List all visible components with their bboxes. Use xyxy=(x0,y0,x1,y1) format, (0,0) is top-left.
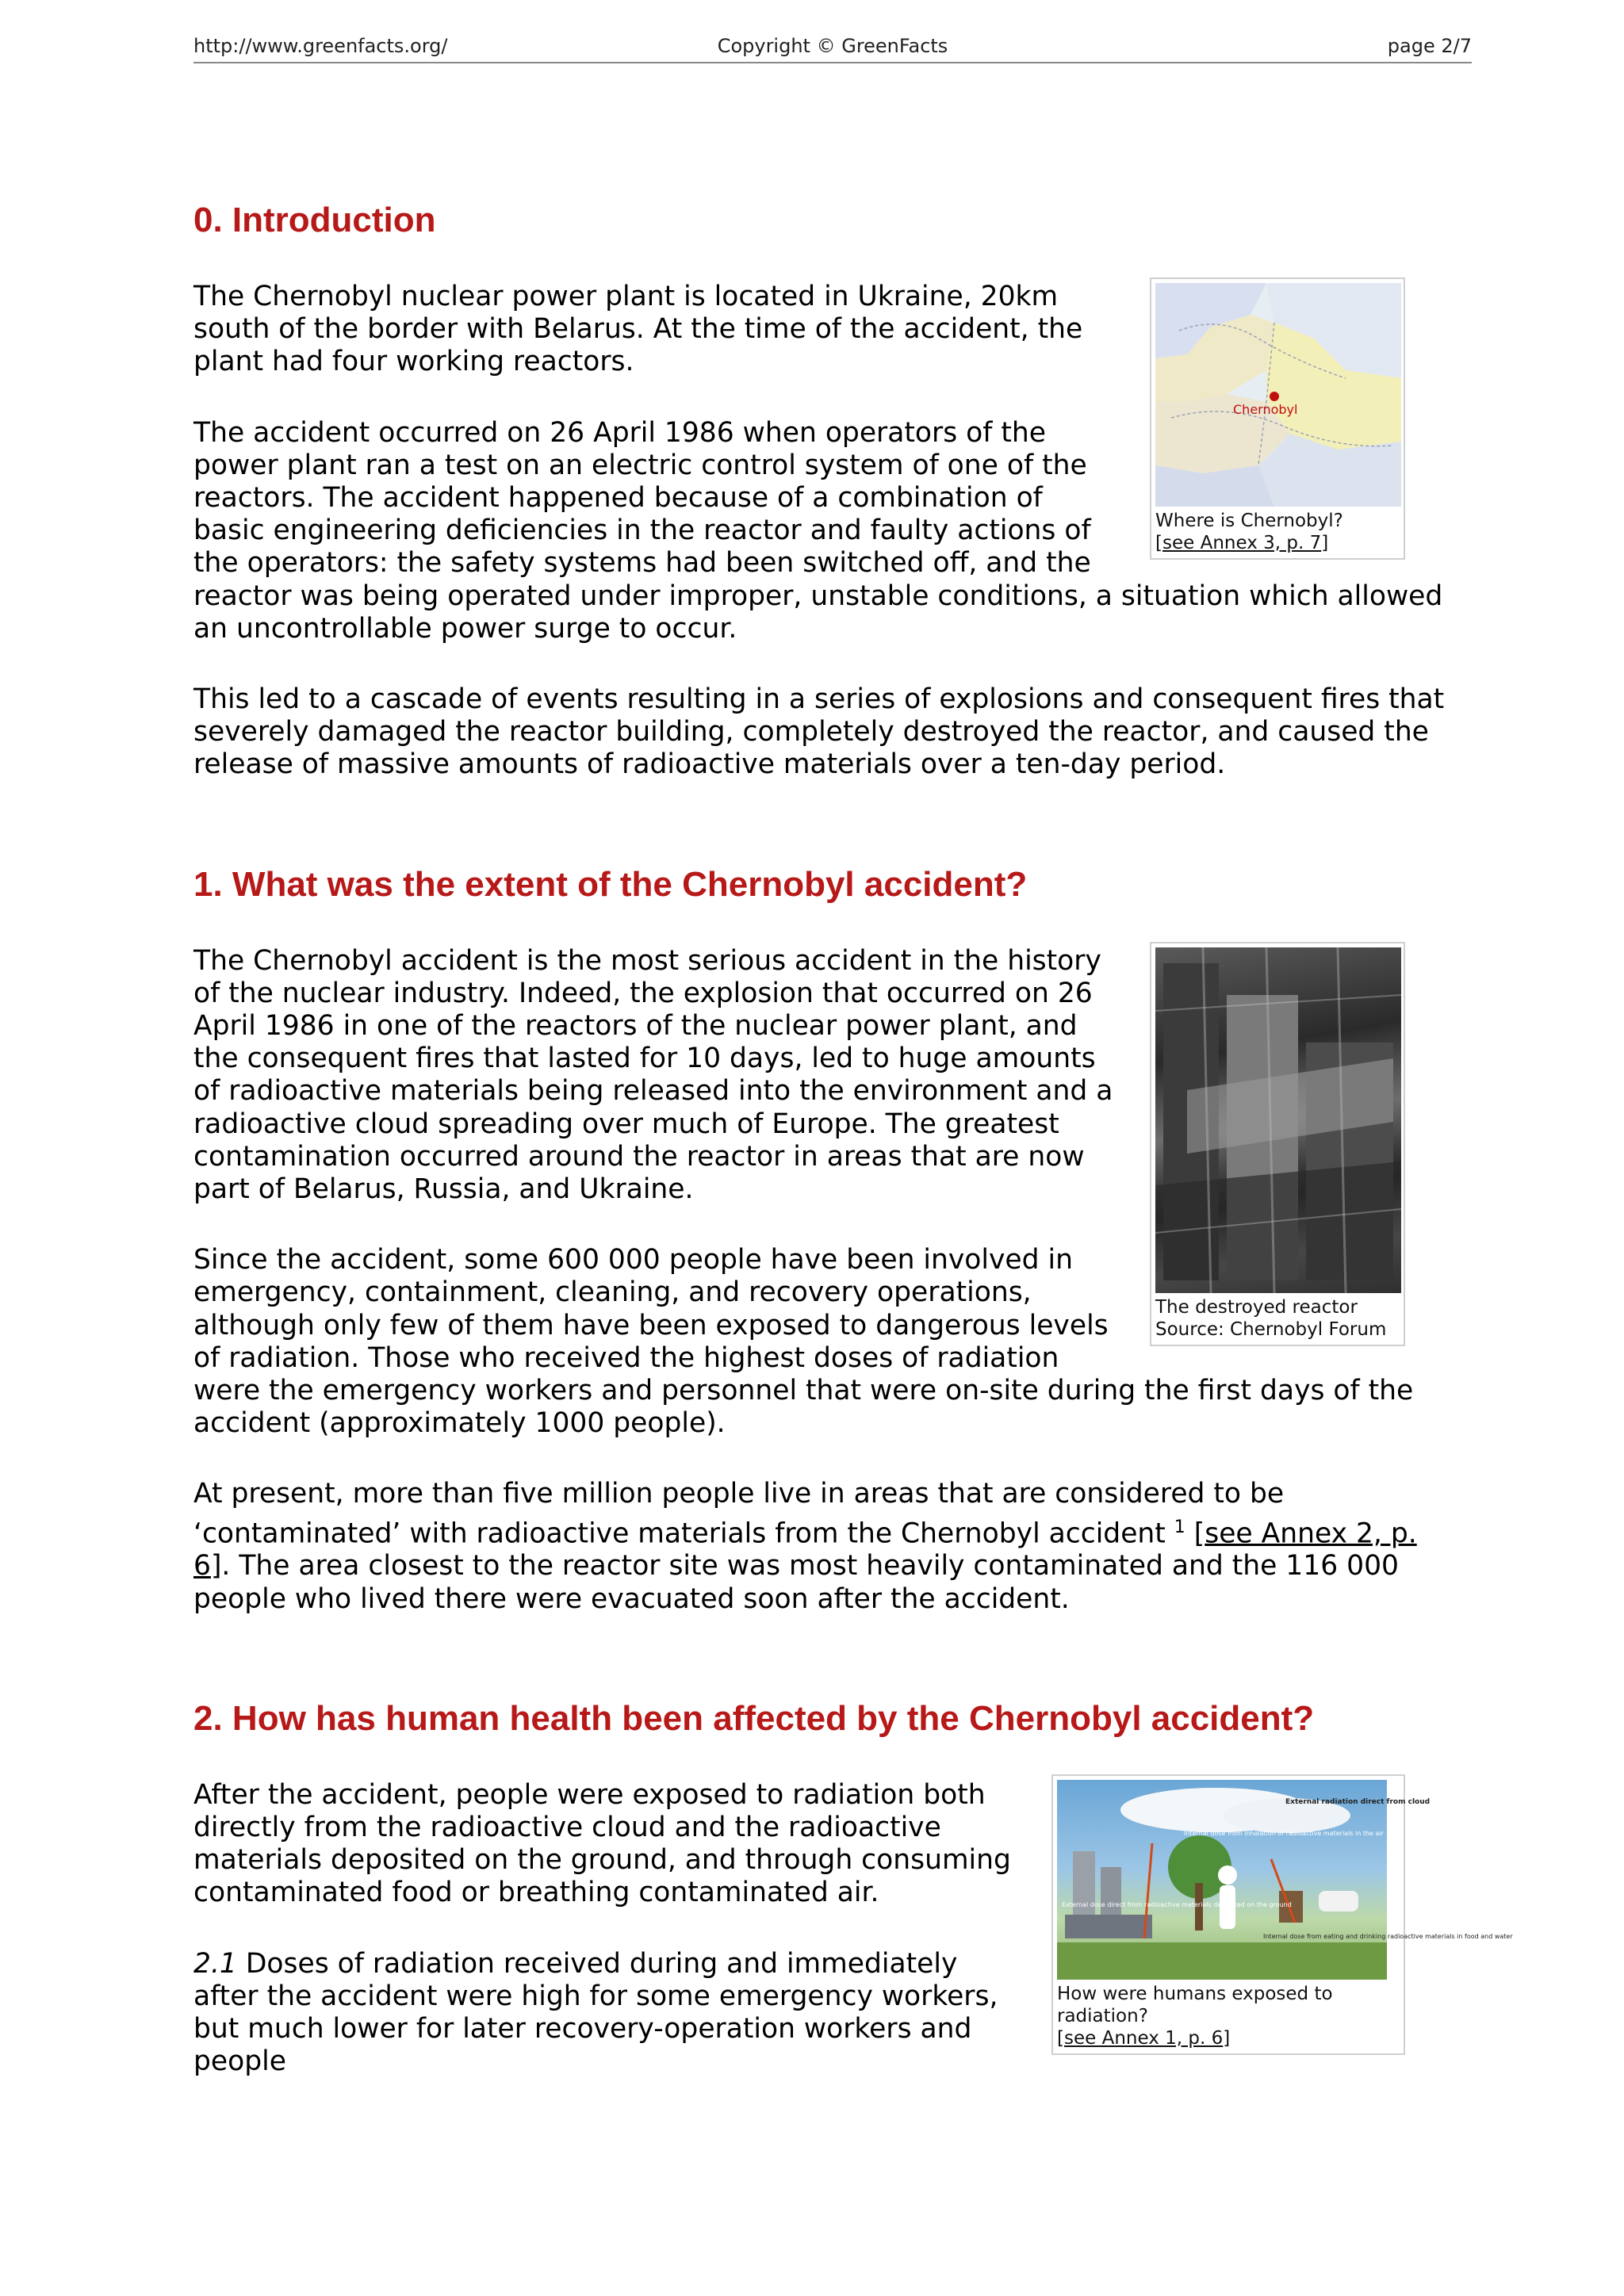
europe-map-icon xyxy=(1155,283,1401,507)
extent-paragraph-1: The Chernobyl accident is the most serious accident in the history of the nuclear industry. Indeed, the explosion that occurred on 26 April 1986 in one of the reactors of the nuclear power plant, and the consequent fires that lasted for 10 days, led to huge amounts of radioactive materials being released into the environment and a radioactive cloud spreading over much of Europe. The greatest contamination occurred around the reactor in areas that are now part of Belarus, Russia, and Ukraine. xyxy=(193,944,1113,1206)
health-paragraph-2: 2.1 Doses of radiation received during and immediately after the accident were high for some emergency workers, but much lower for later recovery-operation workers and people xyxy=(193,1947,998,2078)
header-copyright: Copyright © GreenFacts xyxy=(717,35,948,57)
destroyed-reactor-icon xyxy=(1155,947,1401,1293)
document-body xyxy=(193,197,1513,2078)
section-title-extent: 1. What was the extent of the Chernobyl accident? xyxy=(193,864,1028,904)
figure-map xyxy=(1150,277,1405,560)
figure-exposure xyxy=(1051,1774,1513,2055)
health-paragraph-1: After the accident, people were exposed to radiation both directly from the radioactive cloud and the radioactive materials deposited on the ground, and through consuming contaminated food or breathing contaminated air. xyxy=(193,1778,1011,1909)
intro-paragraph-1: The Chernobyl nuclear power plant is located in Ukraine, 20km south of the border with Belarus. At the time of the accident, the plant had four working reactors. xyxy=(193,281,1083,378)
reactor-photo xyxy=(1155,947,1401,1293)
map-image xyxy=(1155,283,1401,507)
section-title-health: 2. How has human health been affected by the Chernobyl accident? xyxy=(193,1698,1315,1738)
annex-3-link[interactable]: see Annex 3, p. 7 xyxy=(1162,533,1322,553)
svg-text:Internal dose from inhalation: Internal dose from inhalation of radioactive materials in the air xyxy=(1184,1829,1384,1837)
figure-reactor xyxy=(1150,942,1405,1346)
extent-paragraph-3: At present, more than five million people live in areas that are considered to be ‘contaminated’ with radioactive materials from the Chernobyl accident $^1$ [see Annex 2, p. 6]. The area closest to the reactor site was most heavily contaminated and the 116 000 people who lived there were evacuated soon after the accident. xyxy=(193,1478,1417,1615)
reactor-caption: The destroyed reactor Source: Chernobyl Forum xyxy=(1155,1296,1387,1340)
intro-paragraph-3: This led to a cascade of events resulting in a series of explosions and consequent fires that severely damaged the reactor building, completely destroyed the reactor, and caused the release of massive amounts of radioactive materials over a ten-day period. xyxy=(193,683,1445,781)
annex-2-link[interactable]: see Annex 2, p. 6 xyxy=(193,1517,1417,1582)
section-title-introduction: 0. Introduction xyxy=(193,201,436,239)
page-header xyxy=(193,35,1472,63)
subsection-number: 2.1 xyxy=(193,1947,237,1980)
extent-paragraph-2: Since the accident, some 600 000 people have been involved in emergency, containment, cleaning, and recovery operations, although only few of them have been exposed to dangerous levels of radiation. Those who received the highest doses of radiation were the emergency workers and personnel that were on-site during the first days of the accident (approximately 1000 people). xyxy=(193,1244,1414,1440)
map-caption: Where is Chernobyl? [see Annex 3, p. 7] xyxy=(1155,511,1343,553)
header-page-number: page 2/7 xyxy=(1387,35,1472,57)
intro-paragraph-2: The accident occurred on 26 April 1986 when operators of the power plant ran a test on an electric control system of one of the reactors. The accident happened because of a combination of basic engineering deficiencies in the reactor and faulty actions of the operators: the safety systems had been switched off, and the reactor was being operated under improper, unstable conditions, a situation which allowed an uncontrollable power surge to occur. xyxy=(193,416,1443,645)
exposure-diagram xyxy=(1057,1780,1513,1980)
exposure-caption: How were humans exposed to radiation? [see Annex 1, p. 6] xyxy=(1057,1983,1333,2049)
footnote-marker[interactable]: 1 xyxy=(1174,1517,1185,1537)
header-url[interactable]: http://www.greenfacts.org/ xyxy=(193,35,448,57)
annex-1-link[interactable]: see Annex 1, p. 6 xyxy=(1063,2027,1224,2049)
svg-text:Chernobyl: Chernobyl xyxy=(1233,402,1298,417)
svg-text:Internal dose from eating and: Internal dose from eating and drinking radioactive materials in food and water xyxy=(1263,1932,1513,1940)
svg-text:External dose direct from radi: External dose direct from radioactive materials deposited on the ground xyxy=(1062,1900,1292,1908)
svg-text:External radiation direct from: External radiation direct from cloud xyxy=(1285,1797,1431,1806)
radiation-exposure-icon xyxy=(1057,1780,1513,1980)
